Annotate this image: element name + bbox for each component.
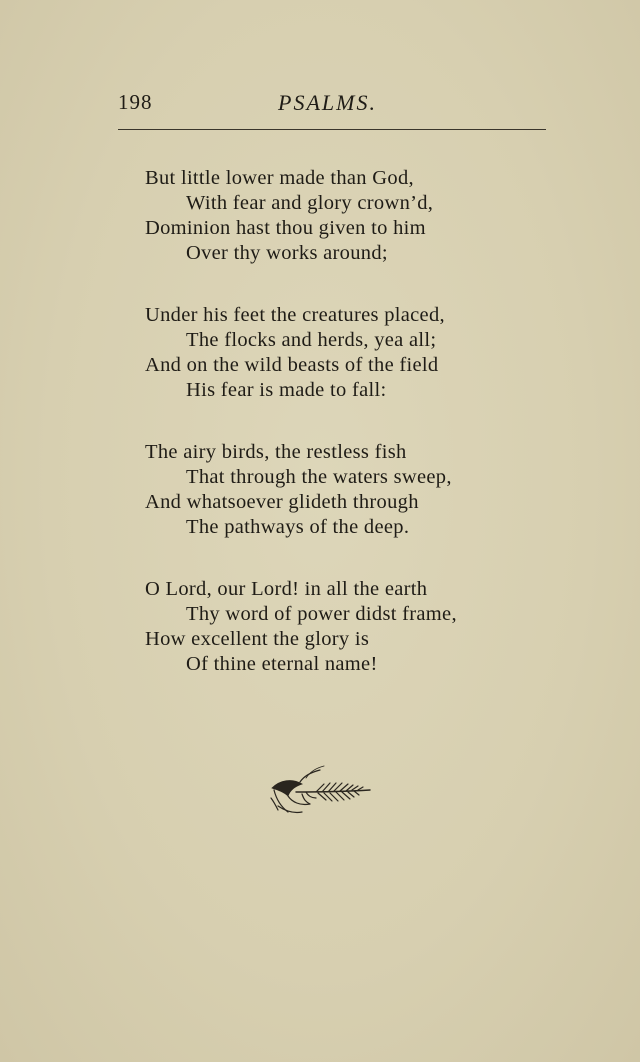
header-rule bbox=[118, 129, 546, 130]
poem-line: And whatsoever glideth through bbox=[145, 491, 419, 513]
page-header bbox=[118, 88, 546, 124]
stanza bbox=[145, 440, 565, 540]
stanza bbox=[145, 303, 565, 403]
poem-line: O Lord, our Lord! in all the earth bbox=[145, 578, 428, 600]
poem-line: His fear is made to fall: bbox=[186, 379, 387, 401]
poem bbox=[145, 166, 565, 714]
poem-line: Under his feet the creatures placed, bbox=[145, 304, 445, 326]
poem-line: Over thy works around; bbox=[186, 242, 388, 264]
poem-line: And on the wild beasts of the field bbox=[145, 354, 439, 376]
stanza bbox=[145, 577, 565, 677]
running-title: PSALMS. bbox=[278, 90, 377, 115]
bird-with-palm-branch-icon bbox=[266, 762, 376, 818]
poem-line: But little lower made than God, bbox=[145, 167, 414, 189]
poem-line: Of thine eternal name! bbox=[186, 653, 378, 675]
page-number: 198 bbox=[118, 90, 153, 114]
poem-line: How excellent the glory is bbox=[145, 628, 370, 650]
poem-line: Thy word of power didst frame, bbox=[186, 603, 457, 625]
poem-line: With fear and glory crown’d, bbox=[186, 192, 434, 214]
poem-line: The airy birds, the restless fish bbox=[145, 441, 407, 463]
poem-line: Dominion hast thou given to him bbox=[145, 217, 426, 239]
poem-line: The flocks and herds, yea all; bbox=[186, 329, 437, 351]
poem-line: That through the waters sweep, bbox=[186, 466, 452, 488]
stanza bbox=[145, 166, 565, 266]
poem-line: The pathways of the deep. bbox=[186, 516, 410, 538]
